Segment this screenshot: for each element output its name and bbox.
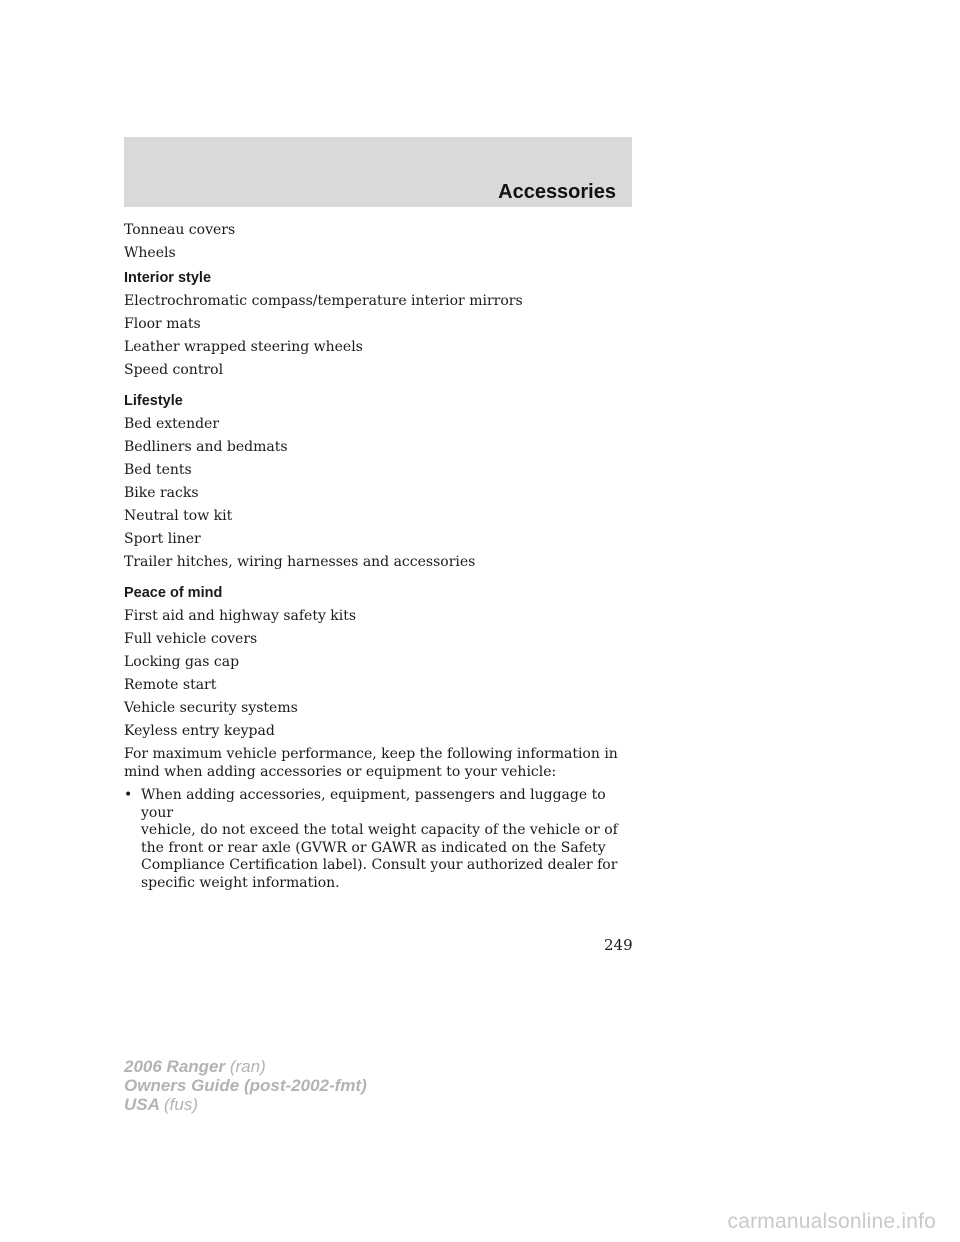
bullet-line: Compliance Certification label). Consult your authorized dealer for (141, 857, 618, 873)
list-item: Bedliners and bedmats (124, 439, 288, 455)
list-item: Neutral tow kit (124, 508, 233, 524)
page-number: 249 (604, 936, 633, 954)
bullet-line: specific weight information. (141, 874, 340, 891)
footer-line-model (124, 1057, 367, 1076)
list-item: Tonneau covers (124, 222, 236, 238)
list-item: Trailer hitches, wiring harnesses and accessories (124, 554, 476, 570)
footer-guide: Owners Guide (post-2002-fmt) (124, 1076, 367, 1095)
peace-of-mind-heading: Peace of mind (124, 585, 223, 601)
performance-paragraph (124, 746, 632, 781)
list-item: Bed tents (124, 462, 192, 478)
list-item: Vehicle security systems (124, 700, 298, 716)
list-item: Remote start (124, 677, 217, 693)
footer-model: 2006 Ranger (124, 1057, 226, 1076)
paragraph-line: For maximum vehicle performance, keep the following information in (124, 746, 618, 762)
list-item: Bike racks (124, 485, 199, 501)
footer-market-code: (fus) (164, 1095, 198, 1114)
list-item: Floor mats (124, 316, 201, 332)
list-item: Locking gas cap (124, 654, 240, 670)
list-item: Speed control (124, 362, 224, 378)
interior-style-heading: Interior style (124, 270, 212, 286)
bullet-icon: • (124, 787, 133, 803)
section-header-band (124, 137, 632, 207)
list-item: Electrochromatic compass/temperature interior mirrors (124, 293, 523, 309)
footer-line-market (124, 1095, 367, 1114)
section-title: Accessories (498, 181, 616, 203)
weight-bullet (124, 787, 632, 892)
document-footer (124, 1057, 367, 1114)
list-item: First aid and highway safety kits (124, 608, 357, 624)
bullet-line: the front or rear axle (GVWR or GAWR as indicated on the Safety (141, 839, 606, 856)
list-item: Bed extender (124, 416, 220, 432)
bullet-line: When adding accessories, equipment, passengers and luggage to your (141, 787, 606, 821)
list-item: Keyless entry keypad (124, 723, 275, 739)
bullet-text (141, 787, 632, 892)
lifestyle-heading: Lifestyle (124, 393, 183, 409)
watermark-text: carmanualsonline.info (727, 1210, 936, 1233)
paragraph-line: mind when adding accessories or equipment to your vehicle: (124, 763, 557, 780)
list-item: Wheels (124, 245, 176, 261)
list-item: Full vehicle covers (124, 631, 258, 647)
page-content (124, 222, 632, 892)
list-item: Sport liner (124, 531, 201, 547)
list-item: Leather wrapped steering wheels (124, 339, 363, 355)
bullet-line: vehicle, do not exceed the total weight capacity of the vehicle or of (141, 822, 618, 838)
footer-model-code: (ran) (229, 1057, 266, 1076)
footer-line-guide (124, 1076, 367, 1095)
footer-market: USA (124, 1095, 160, 1114)
